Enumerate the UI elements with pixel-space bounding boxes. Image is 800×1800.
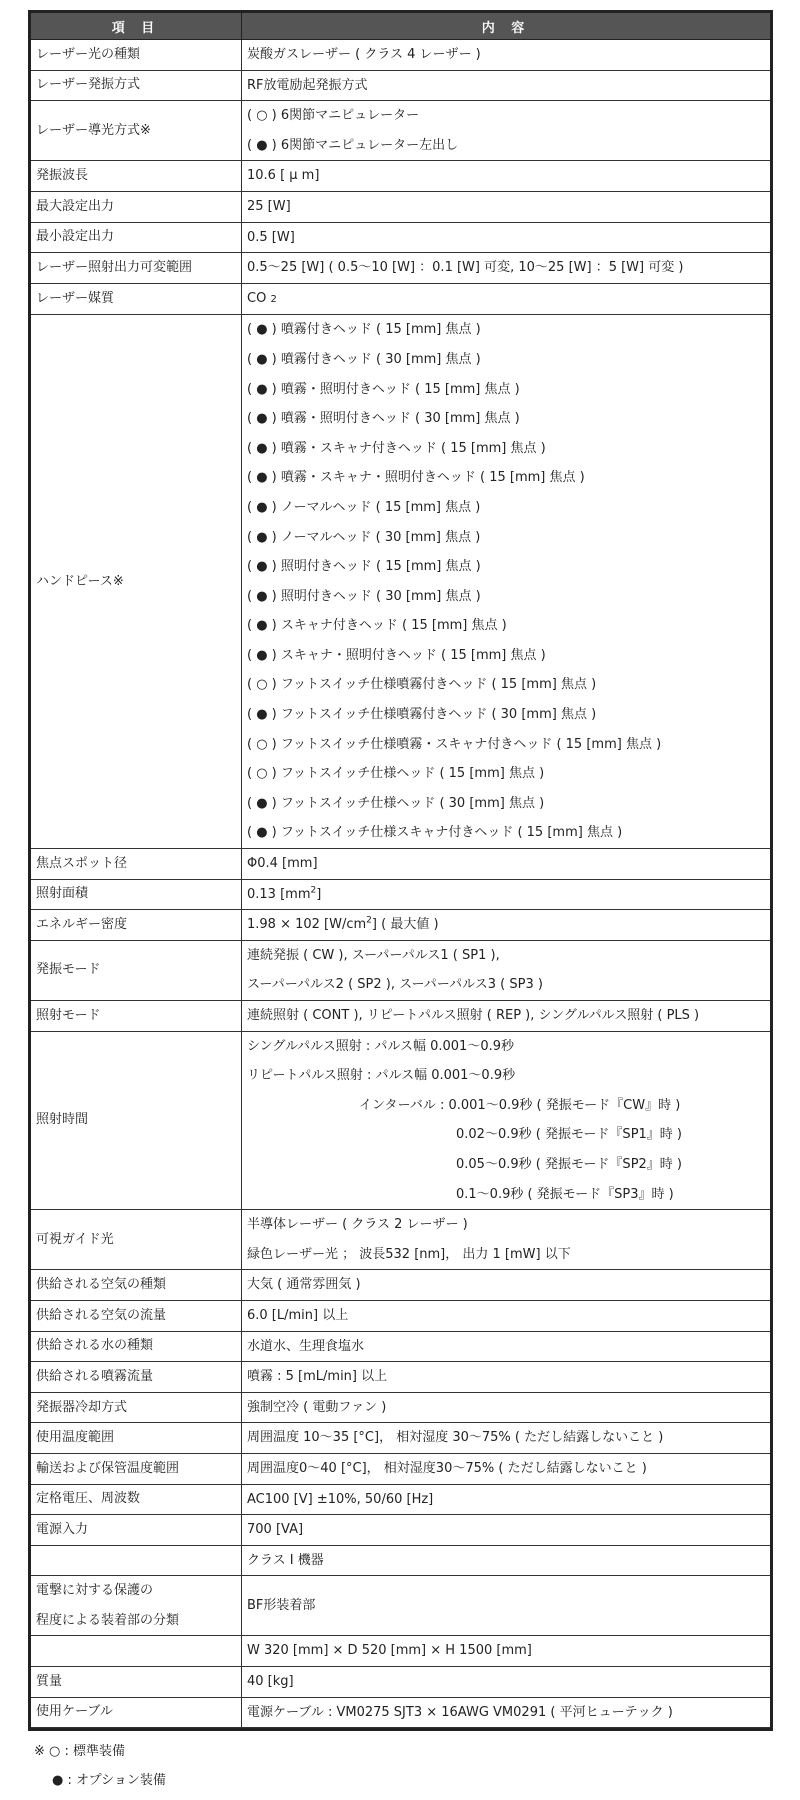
row-label: 可視ガイド光 bbox=[30, 1210, 242, 1270]
table-row bbox=[30, 1484, 772, 1515]
value-line: 0.05～0.9秒 ( 発振モード『SP2』時 ) bbox=[456, 1156, 683, 1172]
value-line: ( ● ) 6関節マニピュレーター左出し bbox=[247, 137, 459, 153]
table-row bbox=[30, 940, 772, 1000]
value-line: ( ● ) 噴霧・スキャナ・照明付きヘッド ( 15 [mm] 焦点 ) bbox=[247, 470, 585, 486]
row-label: 使用ケーブル bbox=[30, 1697, 242, 1728]
value-line: 6.0 [L/min] 以上 bbox=[247, 1307, 349, 1323]
row-label: 供給される噴霧流量 bbox=[30, 1362, 242, 1393]
value-line: 緑色レーザー光 ； 波長532 [nm]， 出力 1 [mW] 以下 bbox=[247, 1246, 571, 1262]
row-value bbox=[242, 1545, 772, 1576]
row-label: 発振器冷却方式 bbox=[30, 1392, 242, 1423]
value-line: 周囲温度 10～35 [°C]， 相対湿度 30～75% ( ただし結露しないこと ) bbox=[247, 1430, 664, 1446]
value-line: 噴霧 : 5 [mL/min] 以上 bbox=[247, 1369, 388, 1385]
row-value bbox=[242, 1728, 772, 1730]
row-value bbox=[242, 1392, 772, 1423]
row-label bbox=[30, 1728, 242, 1730]
row-value bbox=[242, 1362, 772, 1393]
row-value bbox=[242, 1270, 772, 1301]
row-label bbox=[30, 1545, 242, 1576]
value-line bbox=[247, 880, 766, 910]
table-row bbox=[30, 1270, 772, 1301]
label-line: 程度による装着部の分類 bbox=[36, 1612, 180, 1628]
value-line: 水道水、生理食塩水 bbox=[247, 1338, 365, 1354]
row-value bbox=[242, 1697, 772, 1728]
value-line: ( ● ) ノーマルヘッド ( 15 [mm] 焦点 ) bbox=[247, 499, 481, 515]
value-line: ( ● ) 照明付きヘッド ( 15 [mm] 焦点 ) bbox=[247, 559, 481, 575]
value-line: スーパーパルス2 ( SP2 ), スーパーパルス3 ( SP3 ) bbox=[247, 977, 543, 993]
value-line: BF形装着部 bbox=[247, 1598, 316, 1614]
table-row bbox=[30, 1545, 772, 1576]
area-text: 0.13 [mm bbox=[247, 886, 311, 902]
table-row bbox=[30, 910, 772, 941]
value-line: ( ○ ) フットスイッチ仕様ヘッド ( 15 [mm] 焦点 ) bbox=[247, 766, 545, 782]
table-row bbox=[30, 1210, 772, 1270]
table-row bbox=[30, 879, 772, 910]
row-label: レーザー発振方式 bbox=[30, 70, 242, 101]
value-line bbox=[247, 284, 766, 315]
value-line: 炭酸ガスレーザー ( クラス 4 レーザー ) bbox=[247, 47, 481, 62]
table-row bbox=[30, 1697, 772, 1728]
value-line: 10.6 [ μ m] bbox=[247, 168, 320, 184]
spec-sheet bbox=[28, 10, 770, 1795]
row-value bbox=[242, 1576, 772, 1636]
value-line: クラス I 機器 bbox=[247, 1552, 324, 1568]
row-label: 発振波長 bbox=[30, 161, 242, 192]
value-line: ( ○ ) フットスイッチ仕様噴霧付きヘッド ( 15 [mm] 焦点 ) bbox=[247, 677, 597, 693]
value-line: RF放電励起発振方式 bbox=[247, 77, 368, 93]
row-label: 電源入力 bbox=[30, 1515, 242, 1546]
row-label: 供給される空気の種類 bbox=[30, 1270, 242, 1301]
value-line: 半導体レーザー ( クラス 2 レーザー ) bbox=[247, 1217, 468, 1233]
table-row bbox=[30, 1331, 772, 1362]
row-label: レーザー導光方式※ bbox=[30, 101, 242, 161]
energy-superscript: 2 bbox=[366, 915, 372, 926]
row-label bbox=[30, 1576, 242, 1636]
row-label: 照射時間 bbox=[30, 1031, 242, 1210]
value-line: ( ● ) フットスイッチ仕様ヘッド ( 30 [mm] 焦点 ) bbox=[247, 795, 545, 811]
table-row bbox=[30, 1031, 772, 1210]
header-content: 内 容 bbox=[242, 12, 772, 40]
row-value bbox=[242, 1667, 772, 1698]
value-line: 連続発振 ( CW ), スーパーパルス1 ( SP1 ), bbox=[247, 947, 500, 963]
row-label: 焦点スポット径 bbox=[30, 849, 242, 880]
row-value bbox=[242, 1636, 772, 1667]
value-line: ( ● ) フットスイッチ仕様スキャナ付きヘッド ( 15 [mm] 焦点 ) bbox=[247, 825, 623, 841]
value-line: 25 [W] bbox=[247, 198, 291, 214]
footnote-option: ● : オプション装備 bbox=[52, 1773, 166, 1789]
value-line: 40 [kg] bbox=[247, 1674, 294, 1690]
row-label: 照射面積 bbox=[30, 879, 242, 910]
row-label: 発振モード bbox=[30, 940, 242, 1000]
value-line: AC100 [V] ±10%, 50/60 [Hz] bbox=[247, 1491, 434, 1507]
table-row bbox=[30, 1636, 772, 1667]
row-value bbox=[242, 283, 772, 315]
table-row bbox=[30, 161, 772, 192]
row-value bbox=[242, 222, 772, 253]
row-label: 照射モード bbox=[30, 1001, 242, 1032]
table-row bbox=[30, 1300, 772, 1331]
value-line: インターバル : 0.001～0.9秒 ( 発振モード『CW』時 ) bbox=[359, 1097, 681, 1113]
row-label: 供給される水の種類 bbox=[30, 1331, 242, 1362]
value-line: ( ○ ) 6関節マニピュレーター bbox=[247, 108, 420, 124]
energy-text: 1.98 × 102 [W/cm bbox=[247, 917, 367, 933]
row-label: レーザー媒質 bbox=[30, 283, 242, 315]
value-line: ( ● ) 噴霧・照明付きヘッド ( 15 [mm] 焦点 ) bbox=[247, 381, 520, 397]
row-value bbox=[242, 1300, 772, 1331]
table-row bbox=[30, 1667, 772, 1698]
table-row bbox=[30, 1001, 772, 1032]
row-label bbox=[30, 1636, 242, 1667]
value-line: 連続照射 ( CONT ), リピートパルス照射 ( REP ), シングルパルス照射 ( PLS ) bbox=[247, 1008, 700, 1023]
row-label: 供給される空気の流量 bbox=[30, 1300, 242, 1331]
value-line: 0.5～25 [W] ( 0.5～10 [W] ：0.1 [W] 可変, 10～25 [W] ：5 [W] 可変 ) bbox=[247, 260, 684, 276]
row-label: レーザー照射出力可変範囲 bbox=[30, 253, 242, 284]
row-value bbox=[242, 1515, 772, 1546]
value-line: ( ● ) 噴霧・照明付きヘッド ( 30 [mm] 焦点 ) bbox=[247, 411, 520, 427]
value-line: ( ● ) ノーマルヘッド ( 30 [mm] 焦点 ) bbox=[247, 529, 481, 545]
value-line: ( ● ) スキャナ付きヘッド ( 15 [mm] 焦点 ) bbox=[247, 618, 507, 634]
row-label: 輸送および保管温度範囲 bbox=[30, 1453, 242, 1484]
value-line: 700 [VA] bbox=[247, 1522, 304, 1538]
table-row bbox=[30, 1728, 772, 1730]
value-line: W 320 [mm] × D 520 [mm] × H 1500 [mm] bbox=[247, 1643, 532, 1659]
row-value bbox=[242, 101, 772, 161]
value-line: 周囲温度0～40 [°C]， 相対湿度30～75% ( ただし結露しないこと ) bbox=[247, 1460, 647, 1476]
table-row bbox=[30, 222, 772, 253]
table-row bbox=[30, 253, 772, 284]
spec-table bbox=[28, 10, 773, 1731]
row-value bbox=[242, 1031, 772, 1210]
row-label: 定格電圧、周波数 bbox=[30, 1484, 242, 1515]
value-line: 0.02～0.9秒 ( 発振モード『SP1』時 ) bbox=[456, 1127, 683, 1143]
footnotes bbox=[28, 1737, 770, 1795]
value-line: ( ● ) 噴霧付きヘッド ( 30 [mm] 焦点 ) bbox=[247, 351, 481, 367]
row-value bbox=[242, 1484, 772, 1515]
row-value bbox=[242, 161, 772, 192]
table-row bbox=[30, 70, 772, 101]
energy-text-end: ] ( 最大値 ) bbox=[371, 917, 439, 933]
row-label: レーザー光の種類 bbox=[30, 40, 242, 71]
value-line: ( ● ) スキャナ・照明付きヘッド ( 15 [mm] 焦点 ) bbox=[247, 647, 546, 663]
row-value bbox=[242, 1423, 772, 1454]
value-line: 大気 ( 通常雰囲気 ) bbox=[247, 1277, 361, 1293]
co-text: CO bbox=[247, 290, 267, 306]
row-value bbox=[242, 253, 772, 284]
area-text-end: ] bbox=[316, 886, 322, 902]
table-row bbox=[30, 40, 772, 71]
value-line: ( ● ) フットスイッチ仕様噴霧付きヘッド ( 30 [mm] 焦点 ) bbox=[247, 707, 597, 723]
footnote-standard: ※ ○ : 標準装備 bbox=[34, 1744, 126, 1760]
row-value bbox=[242, 879, 772, 910]
label-line: 電撃に対する保護の bbox=[36, 1583, 154, 1599]
row-value bbox=[242, 1001, 772, 1032]
row-value bbox=[242, 70, 772, 101]
table-row bbox=[30, 1362, 772, 1393]
row-value bbox=[242, 910, 772, 941]
row-label: 使用温度範囲 bbox=[30, 1423, 242, 1454]
table-row bbox=[30, 191, 772, 222]
co-subscript: 2 bbox=[270, 293, 277, 305]
value-line: 0.5 [W] bbox=[247, 229, 295, 245]
row-value bbox=[242, 1453, 772, 1484]
value-line: ( ● ) 噴霧付きヘッド ( 15 [mm] 焦点 ) bbox=[247, 322, 481, 338]
value-line: ( ● ) 噴霧・スキャナ付きヘッド ( 15 [mm] 焦点 ) bbox=[247, 440, 546, 456]
table-row bbox=[30, 1515, 772, 1546]
area-superscript: 2 bbox=[310, 885, 317, 896]
value-line: シングルパルス照射 : パルス幅 0.001～0.9秒 bbox=[247, 1038, 515, 1054]
value-line: リピートパルス照射 : パルス幅 0.001～0.9秒 bbox=[247, 1068, 516, 1084]
table-row bbox=[30, 849, 772, 880]
row-value bbox=[242, 40, 772, 71]
value-line: ( ○ ) フットスイッチ仕様噴霧・スキャナ付きヘッド ( 15 [mm] 焦点 ) bbox=[247, 736, 662, 752]
header-item: 項 目 bbox=[30, 12, 242, 40]
value-line bbox=[247, 910, 766, 940]
row-value bbox=[242, 1331, 772, 1362]
table-row bbox=[30, 1576, 772, 1636]
row-label: 最大設定出力 bbox=[30, 191, 242, 222]
table-row bbox=[30, 1423, 772, 1454]
table-row bbox=[30, 1392, 772, 1423]
value-line: ( ● ) 照明付きヘッド ( 30 [mm] 焦点 ) bbox=[247, 588, 481, 604]
table-row bbox=[30, 315, 772, 849]
value-line: 強制空冷 ( 電動ファン ) bbox=[247, 1399, 387, 1415]
row-value bbox=[242, 940, 772, 1000]
table-row bbox=[30, 101, 772, 161]
table-row bbox=[30, 1453, 772, 1484]
row-label: 質量 bbox=[30, 1667, 242, 1698]
row-value bbox=[242, 315, 772, 849]
row-label: エネルギー密度 bbox=[30, 910, 242, 941]
row-value bbox=[242, 1210, 772, 1270]
table-header-row bbox=[30, 12, 772, 40]
row-value bbox=[242, 191, 772, 222]
value-line: Φ0.4 [mm] bbox=[247, 856, 318, 872]
table-row bbox=[30, 283, 772, 315]
value-line: 電源ケーブル : VM0275 SJT3 × 16AWG VM0291 ( 平河ヒューテック ) bbox=[247, 1704, 673, 1720]
value-line: 0.1～0.9秒 ( 発振モード『SP3』時 ) bbox=[456, 1186, 674, 1202]
row-label: 最小設定出力 bbox=[30, 222, 242, 253]
row-label: ハンドピース※ bbox=[30, 315, 242, 849]
row-value bbox=[242, 849, 772, 880]
